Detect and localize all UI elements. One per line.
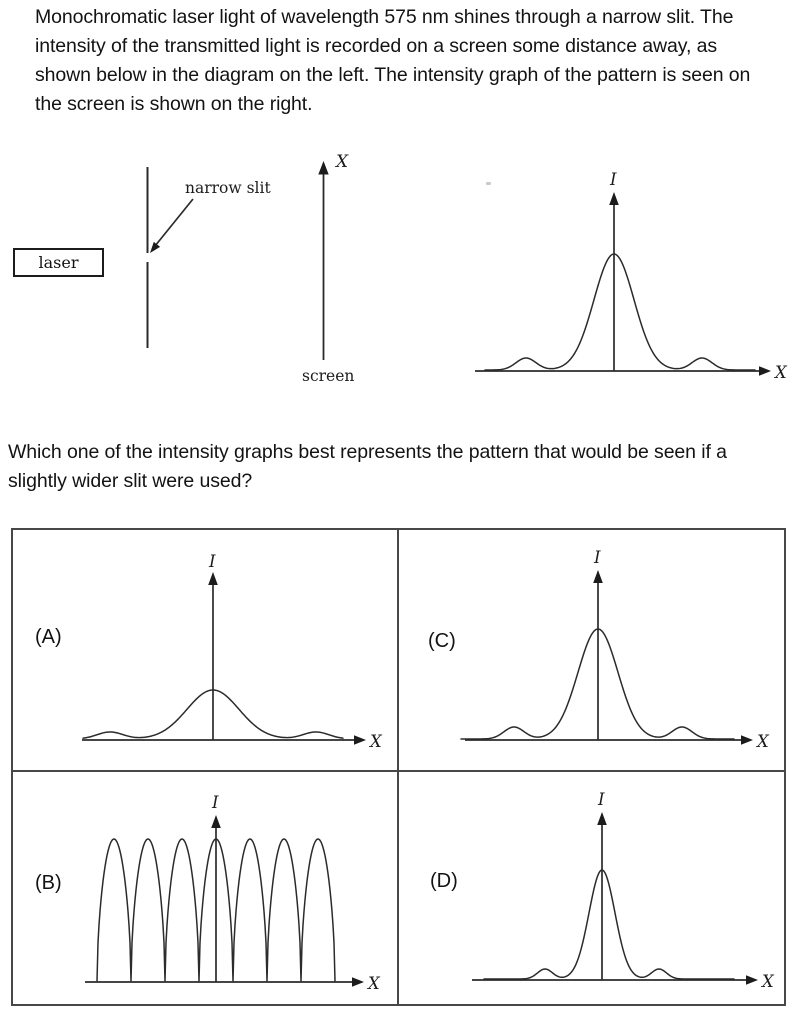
i-axis-label: I	[610, 170, 617, 189]
x-axis-arrowhead	[741, 735, 753, 745]
i-axis-arrowhead	[593, 570, 603, 583]
option-cell-c	[399, 530, 784, 772]
intensity-curve	[485, 254, 755, 370]
x-axis-arrowhead	[746, 975, 758, 985]
i-axis-label: I	[212, 793, 219, 812]
x-axis-arrowhead	[759, 366, 771, 376]
option-label-c: (C)	[428, 630, 456, 652]
option-a-graph	[13, 530, 397, 768]
option-c-graph	[399, 530, 784, 768]
intensity-graph-svg	[13, 530, 395, 768]
intensity-graph-svg	[450, 165, 792, 400]
x-axis-label: X	[757, 732, 769, 751]
option-cell-d	[399, 772, 784, 1004]
intensity-curve	[484, 870, 734, 979]
screen-x-axis-label: X	[336, 152, 349, 172]
intensity-graph-svg	[13, 772, 395, 1004]
i-axis-arrowhead	[208, 572, 218, 585]
narrow-slit-label: narrow slit	[185, 179, 271, 197]
x-axis-arrowhead	[352, 977, 364, 987]
option-b-graph	[13, 772, 397, 1004]
slit-pointer-arrow	[155, 199, 193, 246]
slit-pointer-arrowhead	[150, 242, 160, 253]
reference-intensity-graph	[450, 165, 792, 400]
screen-label: screen	[302, 367, 355, 385]
options-grid	[11, 528, 786, 1006]
i-axis-label: I	[209, 552, 216, 571]
i-axis-arrowhead	[597, 812, 607, 825]
x-axis-label: X	[762, 972, 774, 991]
option-label-b: (B)	[35, 872, 62, 894]
laser-label: laser	[38, 253, 79, 272]
option-label-a: (A)	[35, 626, 62, 648]
option-cell-a	[13, 530, 399, 772]
x-axis-arrowhead	[354, 735, 366, 745]
laser-box	[13, 248, 104, 277]
i-axis-label: I	[594, 548, 601, 567]
x-axis-label: X	[370, 732, 382, 751]
question-text: Which one of the intensity graphs best represents the pattern that would be seen if a slightly wider slit were used?	[8, 441, 727, 492]
intro-paragraph: Monochromatic laser light of wavelength 575 nm shines through a narrow slit. The intensity of the transmitted light is recorded on a screen some distance away, as shown below in the diagram on the left. The intensity graph of the pattern is seen on the screen is shown on the right.	[35, 6, 751, 115]
x-axis-label: X	[368, 974, 380, 993]
intensity-graph-svg	[399, 530, 784, 768]
x-axis-label: X	[775, 363, 787, 382]
i-axis-arrowhead	[211, 815, 221, 828]
screen-arrowhead	[318, 161, 328, 175]
i-axis-arrowhead	[609, 192, 619, 205]
option-label-d: (D)	[430, 870, 458, 892]
i-axis-label: I	[598, 790, 605, 809]
option-cell-b	[13, 772, 399, 1004]
